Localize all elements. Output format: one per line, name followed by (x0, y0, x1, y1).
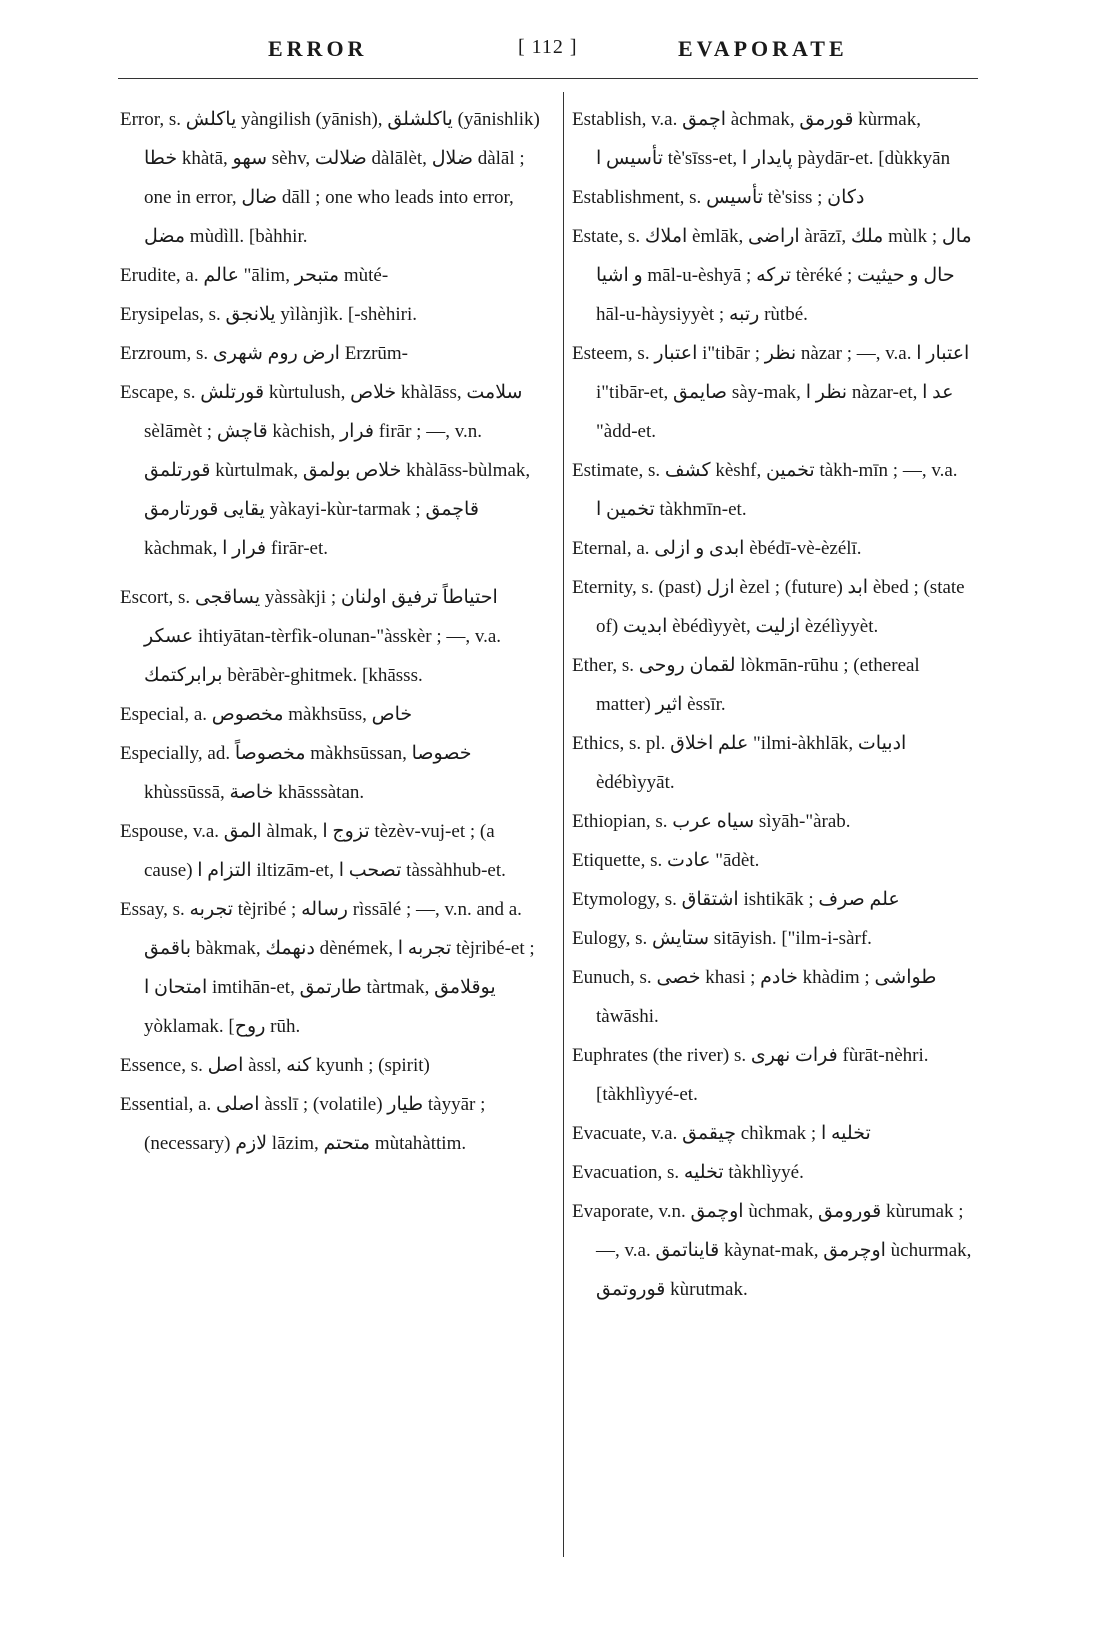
entry-eulogy: Eulogy, s. ستایش sitāyish. ["ilm-i-sàrf. (572, 928, 872, 949)
entry-ethics: Ethics, s. pl. علم اخلاق "ilmi-àkhlāk, ادبیات èdébìyyāt. (572, 733, 907, 793)
entry-establish: Establish, v.a. اچمق àchmak, قورمق kùrmak, تأسیس ا tè'sīss-et, پایدار ا pàydār-et. [dùkkyān (572, 109, 951, 169)
entry-evacuate: Evacuate, v.a. چیقمق chìkmak ; تخلیه ا (572, 1123, 871, 1144)
entry-evacuation: Evacuation, s. تخلیه tàkhlìyyé. (572, 1162, 804, 1183)
header-last-word: EVAPORATE (678, 36, 848, 61)
entry-euphrates: Euphrates (the river) s. فرات نهری fùrāt-nèhri. [tàkhlìyyé-et. (572, 1045, 929, 1105)
entry-esteem: Esteem, s. اعتبار i"tibār ; نظر nàzar ; —, v.a. اعتبار ا i"tibār-et, صایمق sày-mak, نظر ا nàzar-et, عد ا "àdd-et. (572, 343, 970, 442)
entry-essay: Essay, s. تجربه tèjribé ; رساله rìssālé ; —, v.n. and a. باقمق bàkmak, دنهمك dènémek, تجربه ا tèjribé-et ; امتحان ا imtihān-et, طارتمق tàrtmak, یوقلامق yòklamak. [روح rūh. (120, 899, 535, 1037)
right-column (572, 100, 972, 1309)
entry-estimate: Estimate, s. كشف kèshf, تخمین tàkh-mīn ; —, v.a. تخمین ا tàkhmīn-et. (572, 460, 958, 520)
entry-especial: Especial, a. مخصوص màkhsūss, خاص (120, 704, 413, 725)
entry-escort: Escort, s. یساقجی yàssàkji ; احتیاطاً ترفیق اولنان عسکر ihtiyātan-tèrfìk-olunan-"àsskèr ; —, v.a. برابرکتمك bèrābèr-ghitmek. [khāsss. (120, 587, 502, 686)
entry-espouse: Espouse, v.a. المق àlmak, تزوج ا tèzèv-vuj-et ; (a cause) التزام ا iltizām-et, تصحب ا tàssàhhub-et. (120, 821, 506, 881)
page-number: [ 112 ] (518, 36, 578, 58)
header-rule (118, 78, 978, 79)
entry-etymology: Etymology, s. اشتقاق ishtikāk ; علم صرف (572, 889, 900, 910)
left-column (120, 100, 540, 1163)
entry-erzroum: Erzroum, s. ارض روم شهری Erzrūm- (120, 343, 409, 364)
entry-evaporate: Evaporate, v.n. اوچمق ùchmak, قورومق kùrumak ; —, v.a. قایناتمق kàynat-mak, اوچرمق ùchurmak, قوروتمق kùrutmak. (572, 1201, 972, 1300)
entry-especially: Especially, ad. مخصوصاً màkhsūssan, خصوصا khùssūssā, خاصة khāsssàtan. (120, 743, 472, 803)
entry-escape: Escape, s. قورتلش kùrtulush, خلاص khàlāss, سلامت sèlāmèt ; قاچش kàchish, فرار firār ; —, v.n. قورتلمق kùrtulmak, خلاص بولمق khàlāss-bùlmak, یقایی قورتارمق yàkayi-kùr-tarmak ; قاچمق kàchmak, فرار ا firār-et. (120, 382, 531, 559)
entry-eunuch: Eunuch, s. خصی khasi ; خادم khàdim ; طواشی tàwāshi. (572, 967, 937, 1027)
entry-ether: Ether, s. لقمان روحی lòkmān-rūhu ; (ethereal matter) اثیر èssīr. (572, 655, 920, 715)
entry-erudite: Erudite, a. عالم "ālim, متبحر mùté- (120, 265, 389, 286)
entry-essential: Essential, a. اصلی àsslī ; (volatile) طیار tàyyār ; (necessary) لازم lāzim, متحتم mùtahàttim. (120, 1094, 486, 1154)
running-header (118, 36, 978, 66)
column-divider (563, 92, 564, 1557)
entry-eternal: Eternal, a. ابدی و ازلی èbédī-vè-èzélī. (572, 538, 862, 559)
entry-establishment: Establishment, s. تأسیس tè'siss ; دکان (572, 187, 865, 208)
entry-essence: Essence, s. اصل àssl, كنه kyunh ; (spirit) (120, 1055, 430, 1076)
entry-estate: Estate, s. املاك èmlāk, اراضی àrāzī, ملك mùlk ; مال و اشیا māl-u-èshyā ; ترکه tèréké ; حال و حیثیت hāl-u-hàysiyyèt ; رتبه rùtbé. (572, 226, 972, 325)
entry-eternity: Eternity, s. (past) ازل èzel ; (future) ابد èbed ; (state of) ابدیت èbédìyyèt, ازلیت èzélìyyèt. (572, 577, 965, 637)
entry-ethiopian: Ethiopian, s. سیاه عرب sìyāh-"àrab. (572, 811, 851, 832)
entry-erysipelas: Erysipelas, s. یلانجق yìlànjìk. [-shèhiri. (120, 304, 417, 325)
header-first-word: ERROR (268, 36, 368, 61)
entry-error: Error, s. یاکلش yàngilish (yānish), یاکلشلق (yānishlik) خطا khàtā, سهو sèhv, ضلالت dàlālèt, ضلال dàlāl ; one in error, ضال dāll ; one who leads into error, مضل mùdìll. [bàhhir. (120, 109, 540, 247)
entry-etiquette: Etiquette, s. عادت "ādèt. (572, 850, 760, 871)
